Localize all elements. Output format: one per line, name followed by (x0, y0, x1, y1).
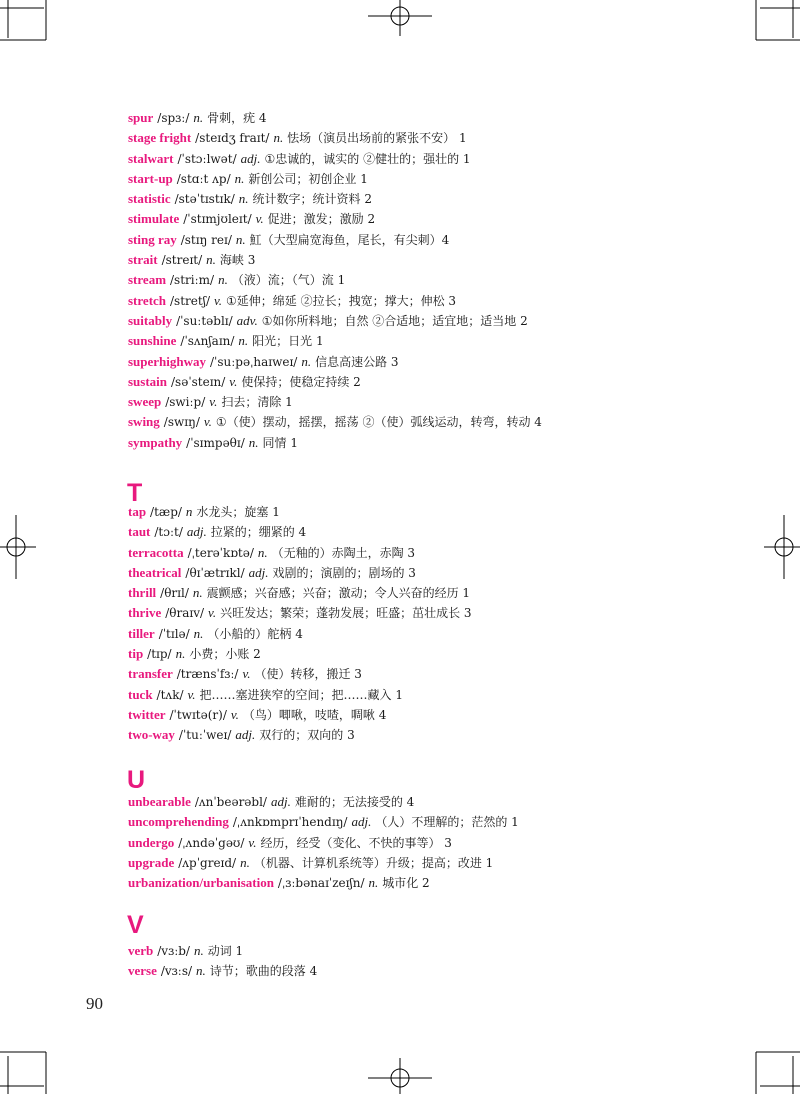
entry-part-of-speech: adj. (248, 564, 269, 580)
entry-phonetic: /ˈsuːtəblɪ/ (176, 313, 233, 328)
entry-headword: thrive (128, 605, 162, 621)
entry-definition: 阳光；日光 1 (252, 334, 324, 349)
entry-headword: tip (128, 646, 144, 662)
section-letter-v: V (127, 911, 144, 939)
entry-headword: strait (128, 252, 158, 268)
entry-headword: sympathy (128, 434, 183, 450)
entry-part-of-speech: adj. (351, 814, 372, 830)
entry-definition: 骨刺，疣 4 (207, 111, 267, 125)
entry-headword: upgrade (128, 854, 175, 870)
entry-part-of-speech: n. (234, 170, 245, 186)
entry-phonetic: /ˈstɔːlwət/ (177, 151, 237, 166)
entry-phonetic: /ˈsɪmpəθɪ/ (186, 435, 245, 450)
glossary-entry (128, 873, 748, 893)
entry-phonetic: /stɪŋ reɪ/ (180, 232, 232, 247)
entry-phonetic: /swiːp/ (165, 395, 206, 410)
glossary-entry (128, 270, 748, 290)
glossary-entry (128, 331, 748, 351)
entry-definition: 海峡 3 (219, 253, 256, 268)
entry-definition: 扫去；清除 1 (221, 395, 293, 410)
entry-phonetic: /vɜːb/ (157, 944, 190, 958)
glossary-entry (128, 644, 748, 664)
entry-headword: sustain (128, 373, 168, 389)
section-letter-t: T (127, 479, 143, 507)
entry-headword: thrill (128, 585, 157, 601)
glossary-entry (128, 624, 748, 644)
entry-part-of-speech: adj. (240, 150, 261, 166)
glossary-entry (128, 230, 748, 250)
entry-definition: 促进；激发；激励 2 (267, 212, 376, 227)
entry-part-of-speech: n. (301, 353, 312, 369)
entry-headword: stalwart (128, 150, 174, 166)
entry-phonetic: /ˈtɪlə/ (158, 626, 190, 641)
glossary-entry (128, 108, 748, 128)
entry-headword: tuck (128, 686, 153, 702)
entry-part-of-speech: adj. (235, 727, 256, 743)
entry-phonetic: /ˈsʌnʃaɪn/ (180, 334, 235, 349)
entry-headword: undergo (128, 834, 175, 850)
entry-part-of-speech: n. (175, 646, 186, 662)
glossary-entry (128, 128, 748, 148)
entry-part-of-speech: adv. (236, 312, 258, 328)
entry-definition: 戏剧的；演剧的；剧场的 3 (272, 565, 416, 580)
entry-phonetic: /stəˈtɪstɪk/ (174, 192, 235, 207)
entry-part-of-speech: n. (368, 875, 379, 891)
entry-phonetic: /θɪˈætrɪkl/ (185, 565, 245, 580)
glossary-entry (128, 502, 748, 522)
entry-definition: ①忠诚的，诚实的 ②健壮的；强壮的 1 (264, 151, 471, 166)
glossary-entry (128, 705, 748, 725)
entry-part-of-speech: v. (248, 834, 257, 850)
glossary-entry (128, 853, 748, 873)
entry-headword: transfer (128, 666, 173, 682)
glossary-entry (128, 603, 748, 623)
entry-part-of-speech: n. (206, 252, 216, 268)
entry-headword: sweep (128, 394, 162, 410)
entry-phonetic: /tʌk/ (156, 687, 184, 702)
entry-definition: 同情 1 (262, 435, 298, 450)
glossary-entry (128, 412, 748, 432)
entry-definition: 拉紧的；绷紧的 4 (210, 525, 307, 540)
glossary-entry (128, 250, 748, 270)
entry-phonetic: /ˈtuːˈweɪ/ (178, 728, 232, 743)
entry-headword: statistic (128, 191, 171, 207)
entry-headword: terracotta (128, 544, 184, 560)
glossary-entry (128, 149, 748, 169)
entry-phonetic: /ˈstɪmjʊleɪt/ (183, 212, 252, 227)
entry-part-of-speech: v. (203, 414, 212, 430)
glossary-entry (128, 725, 748, 745)
glossary-entry (128, 189, 748, 209)
entry-part-of-speech: n. (240, 854, 250, 870)
entry-headword: verb (128, 943, 154, 958)
entry-phonetic: /striːm/ (170, 273, 215, 288)
glossary-entry (128, 209, 748, 229)
entry-definition: 新创公司；初创企业 1 (248, 171, 368, 186)
entry-definition: 经历，经受（变化、不快的事等） 3 (260, 835, 452, 850)
entry-definition: ①延伸；绵延 ②拉长；拽宽；撑大；伸松 3 (226, 293, 457, 308)
entry-phonetic: /ˌʌnkɒmprɪˈhendɪŋ/ (232, 815, 348, 830)
entry-definition: 使保持；使稳定持续 2 (241, 374, 361, 389)
entry-phonetic: /tɔːt/ (154, 525, 183, 540)
entry-definition: 兴旺发达；繁荣；蓬勃发展；旺盛；茁壮成长 3 (220, 606, 472, 621)
entry-phonetic: /streɪt/ (161, 253, 203, 268)
entry-part-of-speech: v. (213, 292, 223, 308)
section-t (128, 502, 748, 746)
entry-phonetic: /steɪdʒ fraɪt/ (195, 131, 270, 146)
entry-phonetic: /trænsˈfɜː/ (176, 667, 239, 682)
entry-part-of-speech: n. (193, 943, 204, 958)
entry-definition: （鸟）唧啾，吱喳，啁啾 4 (242, 707, 387, 722)
entry-headword: verse (128, 963, 157, 979)
entry-headword: twitter (128, 706, 166, 722)
entry-headword: two-way (128, 727, 175, 743)
entry-definition: 统计数字；统计资料 2 (252, 192, 372, 207)
entry-part-of-speech: n (185, 504, 193, 519)
entry-phonetic: /səˈsteɪn/ (171, 374, 226, 389)
entry-definition: （小船的）舵柄 4 (207, 626, 303, 641)
entry-definition: （人）不理解的；茫然的 1 (375, 815, 519, 830)
entry-phonetic: /ˈtwɪtə(r)/ (169, 707, 227, 722)
entry-phonetic: /swɪŋ/ (163, 415, 200, 430)
glossary-entry (128, 792, 748, 812)
entry-headword: tap (128, 504, 147, 519)
entry-definition: 水龙头；旋塞 1 (196, 505, 280, 519)
glossary-entry (128, 392, 748, 412)
entry-phonetic: /ˌʌndəˈgəʊ/ (178, 835, 245, 850)
entry-phonetic: /vɜːs/ (160, 964, 193, 979)
entry-phonetic: /θrɪl/ (160, 586, 189, 601)
glossary-entry (128, 685, 748, 705)
entry-definition: 城市化 2 (382, 876, 430, 891)
entry-phonetic: /tɪp/ (147, 647, 172, 662)
entry-phonetic: /ˌterəˈkɒtə/ (187, 545, 254, 560)
section-v (128, 941, 748, 982)
glossary-entry (128, 433, 748, 453)
entry-headword: stimulate (128, 211, 180, 227)
entry-part-of-speech: v. (255, 211, 264, 227)
entry-definition: （液）流；（气）流 1 (231, 273, 346, 288)
entry-phonetic: /ʌnˈbeərəbl/ (194, 795, 267, 809)
entry-headword: start-up (128, 170, 173, 186)
entry-headword: tiller (128, 625, 155, 641)
entry-definition: ①（使）摆动，摇摆，摇荡 ②（使）弧线运动，转弯，转动 4 (215, 415, 542, 430)
entry-phonetic: /θraɪv/ (165, 606, 205, 621)
entry-phonetic: /stretʃ/ (170, 293, 210, 308)
entry-headword: unbearable (128, 794, 191, 809)
entry-part-of-speech: n. (257, 544, 268, 560)
entry-part-of-speech: n. (248, 434, 259, 450)
entry-phonetic: /ˈsuːpəˌhaɪweɪ/ (210, 354, 298, 369)
glossary-entry (128, 352, 748, 372)
entry-headword: sting ray (128, 231, 177, 247)
entry-headword: urbanization/urbanisation (128, 875, 274, 891)
entry-definition: 震颤感；兴奋感；兴奋；激动；令人兴奋的经历 1 (206, 586, 471, 601)
entry-definition: 信息高速公路 3 (315, 354, 399, 369)
entry-headword: sunshine (128, 333, 177, 349)
entry-part-of-speech: n. (192, 585, 203, 601)
entry-phonetic: /spɜː/ (157, 111, 190, 125)
entry-definition: 诗节；歌曲的段落 4 (209, 964, 318, 979)
entry-part-of-speech: adj. (186, 524, 207, 540)
glossary-entry (128, 563, 748, 583)
page-number: 90 (86, 994, 103, 1013)
entry-headword: stage fright (128, 130, 192, 146)
entry-headword: stream (128, 272, 167, 288)
glossary-entry (128, 522, 748, 542)
entry-headword: superhighway (128, 353, 207, 369)
entry-part-of-speech: v. (208, 605, 217, 621)
entry-headword: suitably (128, 312, 173, 328)
entry-part-of-speech: n. (218, 272, 228, 288)
entry-part-of-speech: n. (273, 130, 284, 146)
entry-part-of-speech: n. (238, 333, 249, 349)
glossary-entry (128, 311, 748, 331)
glossary-entry (128, 291, 748, 311)
entry-headword: spur (128, 110, 154, 125)
entry-definition: （使）转移，搬迁 3 (254, 667, 362, 682)
entry-definition: 双行的；双向的 3 (259, 728, 355, 743)
entry-definition: 怯场（演员出场前的紧张不安） 1 (287, 131, 467, 146)
section-s (128, 108, 748, 453)
glossary-entry (128, 169, 748, 189)
entry-definition: 小费；小账 2 (189, 647, 261, 662)
glossary-entry (128, 941, 748, 961)
glossary-entry (128, 372, 748, 392)
entry-part-of-speech: v. (230, 706, 239, 722)
entry-definition: 难耐的；无法接受的 4 (294, 795, 415, 809)
entry-phonetic: /stɑːt ʌp/ (176, 171, 231, 186)
entry-part-of-speech: v. (229, 373, 238, 389)
entry-phonetic: /ʌpˈgreɪd/ (178, 855, 237, 870)
entry-phonetic: /ˌɜːbənaɪˈzeɪʃn/ (277, 876, 365, 891)
entry-phonetic: /tæp/ (150, 505, 182, 519)
entry-headword: taut (128, 524, 151, 540)
entry-part-of-speech: adj. (270, 794, 291, 809)
entry-definition: （机器、计算机系统等）升级；提高；改进 1 (253, 855, 494, 870)
entry-part-of-speech: n. (193, 110, 204, 125)
entry-part-of-speech: v. (209, 394, 218, 410)
entry-part-of-speech: n. (193, 625, 204, 641)
entry-part-of-speech: n. (196, 963, 206, 979)
entry-definition: （无釉的）赤陶土，赤陶 3 (271, 545, 416, 560)
entry-part-of-speech: v. (242, 666, 251, 682)
entry-headword: theatrical (128, 564, 182, 580)
entry-definition: 动词 1 (207, 944, 244, 958)
glossary-entry (128, 961, 748, 981)
section-letter-u: U (127, 766, 146, 794)
entry-part-of-speech: n. (238, 191, 249, 207)
section-u (128, 792, 748, 893)
glossary-entry (128, 833, 748, 853)
glossary-entry (128, 543, 748, 563)
entry-part-of-speech: n. (235, 231, 246, 247)
entry-definition: 魟（大型扁宽海鱼，尾长，有尖刺）4 (249, 232, 450, 247)
entry-definition: 把……塞进狭窄的空间；把……藏入 1 (199, 687, 403, 702)
entry-part-of-speech: v. (187, 686, 196, 702)
glossary-entry (128, 664, 748, 684)
entry-definition: ①如你所料地；自然 ②合适地；适宜地；适当地 2 (261, 313, 528, 328)
glossary-entry (128, 583, 748, 603)
entry-headword: swing (128, 414, 160, 430)
glossary-entry (128, 812, 748, 832)
entry-headword: uncomprehending (128, 814, 229, 830)
entry-headword: stretch (128, 292, 167, 308)
